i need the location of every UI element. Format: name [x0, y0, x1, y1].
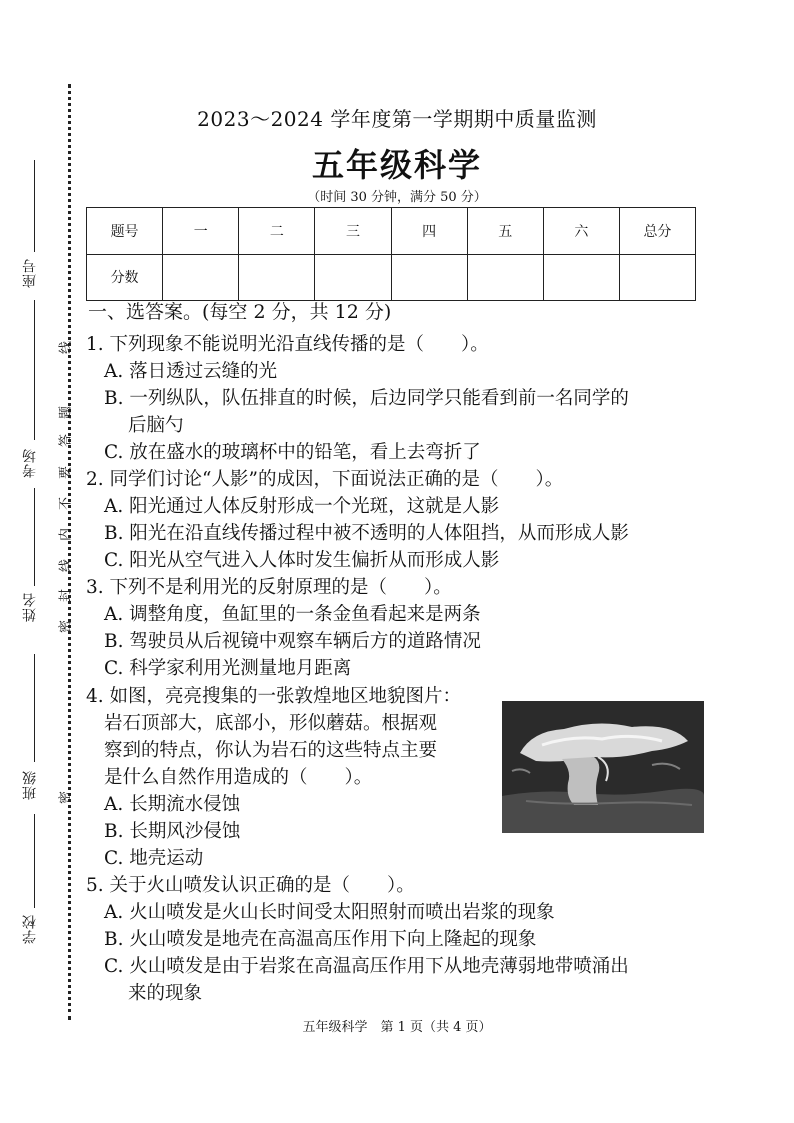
answer-option-continuation: 来的现象 [128, 983, 203, 1004]
exam-room-blank[interactable] [34, 300, 35, 440]
school-label: 学校 [22, 914, 38, 944]
seal-char: 内 [58, 528, 74, 542]
score-entry-cell[interactable] [543, 254, 619, 301]
section-title: 一、选答案。(每空 2 分，共 12 分) [88, 301, 392, 323]
score-table-cell: 四 [391, 208, 467, 255]
question-stem: 3. 下列不是利用光的反射原理的是（ ）。 [86, 577, 452, 598]
score-table-header-row [87, 208, 696, 255]
exam-title: 2023～2024 学年度第一学期期中质量监测 [197, 107, 597, 131]
exam-room-label: 考场 [22, 448, 38, 478]
score-entry-cell[interactable] [239, 254, 315, 301]
answer-option: A. 调整角度，鱼缸里的一条金鱼看起来是两条 [104, 604, 481, 625]
seal-char: 密 [58, 620, 74, 634]
answer-option: B. 火山喷发是地壳在高温高压作用下向上隆起的现象 [104, 929, 537, 950]
score-entry-cell[interactable] [619, 254, 695, 301]
score-table-score-row [87, 254, 696, 301]
question-stem: 4. 如图，亮亮搜集的一张敦煌地区地貌图片： [86, 686, 462, 707]
score-table-cell: 总分 [619, 208, 695, 255]
question-stem-line: 岩石顶部大，底部小，形似蘑菇。根据观 [104, 713, 438, 734]
subject-title: 五年级科学 [311, 146, 482, 184]
answer-option: A. 落日透过云缝的光 [104, 361, 278, 382]
seal-char: 密 [58, 791, 74, 805]
mushroom-rock-photo [502, 701, 704, 833]
answer-option-continuation: 后脑勺 [128, 415, 184, 436]
name-label: 姓名 [22, 592, 38, 622]
answer-option: C. 地壳运动 [104, 848, 204, 869]
question-stem: 1. 下列现象不能说明光沿直线传播的是（ ）。 [86, 334, 489, 355]
class-blank[interactable] [34, 654, 35, 762]
score-table [86, 207, 696, 301]
score-table-cell: 题号 [87, 208, 163, 255]
seal-char: 答 [58, 434, 74, 448]
seal-char: 线 [58, 559, 74, 573]
seal-char: 不 [58, 497, 74, 511]
time-note: （时间 30 分钟，满分 50 分） [307, 190, 487, 205]
answer-option: C. 放在盛水的玻璃杯中的铅笔，看上去弯折了 [104, 442, 481, 463]
page-footer: 五年级科学 第 1 页（共 4 页） [302, 1020, 492, 1035]
seal-char: 线 [58, 341, 74, 355]
answer-option: A. 阳光通过人体反射形成一个光斑，这就是人影 [104, 496, 500, 517]
seal-char: 题 [58, 406, 74, 420]
score-table-cell: 一 [163, 208, 239, 255]
score-table-cell: 六 [543, 208, 619, 255]
class-label: 班级 [22, 770, 38, 800]
score-table-cell: 三 [315, 208, 391, 255]
answer-option: C. 科学家利用光测量地月距离 [104, 658, 352, 679]
question-stem: 5. 关于火山喷发认识正确的是（ ）。 [86, 875, 415, 896]
name-blank[interactable] [34, 488, 35, 586]
score-entry-cell[interactable] [163, 254, 239, 301]
score-entry-cell[interactable] [391, 254, 467, 301]
answer-option: C. 火山喷发是由于岩浆在高温高压作用下从地壳薄弱地带喷涌出 [104, 956, 629, 977]
score-table-cell: 二 [239, 208, 315, 255]
question-stem-line: 察到的特点，你认为岩石的这些特点主要 [104, 740, 438, 761]
question-stem-line: 是什么自然作用造成的（ ）。 [104, 767, 373, 788]
answer-option: A. 长期流水侵蚀 [104, 794, 241, 815]
answer-option: C. 阳光从空气进入人体时发生偏折从而形成人影 [104, 550, 500, 571]
score-table-cell: 五 [467, 208, 543, 255]
score-entry-cell[interactable] [467, 254, 543, 301]
answer-option: B. 一列纵队，队伍排直的时候，后边同学只能看到前一名同学的 [104, 388, 629, 409]
seal-char: 封 [58, 589, 74, 603]
school-blank[interactable] [34, 814, 35, 908]
answer-option: A. 火山喷发是火山长时间受太阳照射而喷出岩浆的现象 [104, 902, 555, 923]
seat-number-label: 座号 [22, 258, 38, 288]
score-row-label: 分数 [87, 254, 163, 301]
seal-dotted-line [68, 84, 71, 1020]
question-stem: 2. 同学们讨论“人影”的成因，下面说法正确的是（ ）。 [86, 469, 564, 490]
answer-option: B. 长期风沙侵蚀 [104, 821, 241, 842]
answer-option: B. 驾驶员从后视镜中观察车辆后方的道路情况 [104, 631, 481, 652]
score-entry-cell[interactable] [315, 254, 391, 301]
answer-option: B. 阳光在沿直线传播过程中被不透明的人体阻挡，从而形成人影 [104, 523, 629, 544]
seal-char: 要 [58, 466, 74, 480]
